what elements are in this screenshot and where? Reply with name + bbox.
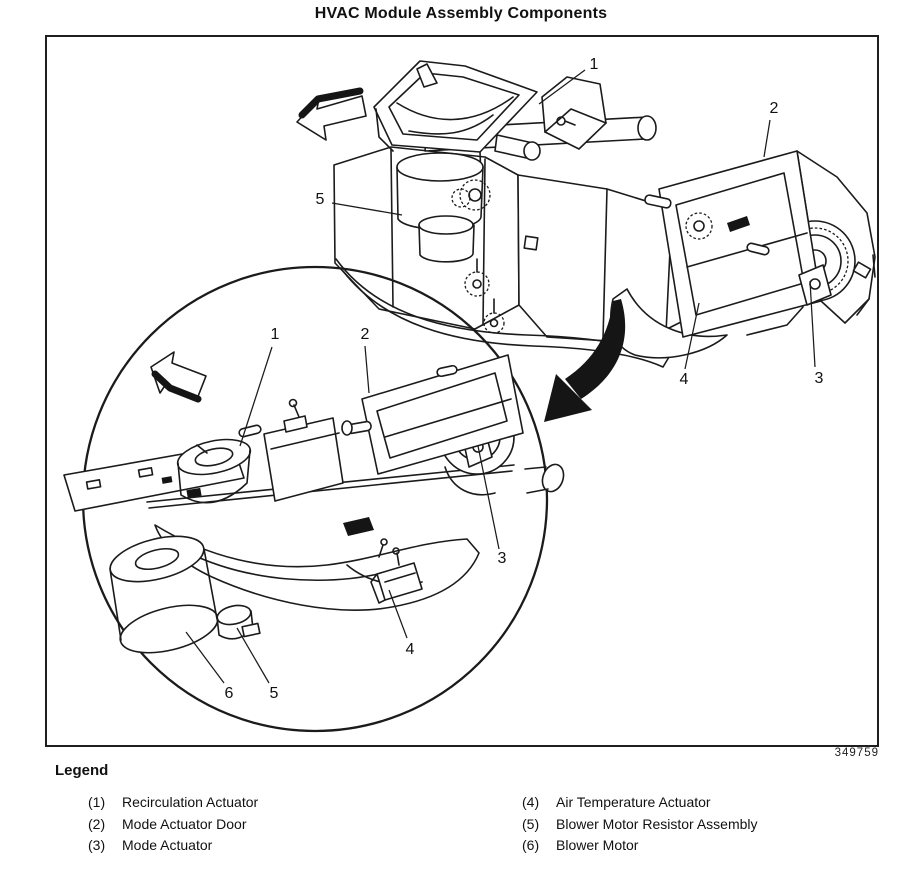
legend-item-number: (4) <box>522 794 540 810</box>
legend-item <box>88 792 258 814</box>
legend-item-number: (1) <box>88 794 106 810</box>
figure-number: 349759 <box>834 747 879 759</box>
callout-detail-6: 6 <box>224 685 234 702</box>
hvac-assembly-illustration <box>47 37 877 745</box>
figure-box <box>45 35 879 747</box>
legend-item-label: Mode Actuator Door <box>122 815 247 832</box>
page-title: HVAC Module Assembly Components <box>314 5 608 22</box>
legend-item <box>522 814 758 836</box>
legend-item <box>88 835 258 857</box>
legend-item-label: Mode Actuator <box>122 837 213 854</box>
callout-main-2: 2 <box>769 100 779 117</box>
legend-item <box>522 792 758 814</box>
legend-item-label: Blower Motor Resistor Assembly <box>556 815 758 832</box>
legend-item-number: (5) <box>522 815 540 832</box>
detail-view-drawing <box>64 267 567 731</box>
callout-detail-2: 2 <box>360 326 370 343</box>
legend-item-number: (2) <box>88 815 106 832</box>
legend-column-left <box>88 792 258 857</box>
direction-arrow-icon <box>297 91 366 140</box>
legend-item-number: (6) <box>522 837 540 854</box>
callout-main-3: 3 <box>814 370 824 387</box>
legend-item <box>522 835 758 857</box>
legend-item <box>88 814 258 836</box>
callout-detail-4: 4 <box>405 641 415 658</box>
callout-main-4: 4 <box>679 371 689 388</box>
callout-detail-5: 5 <box>269 685 279 702</box>
main-view-drawing <box>297 61 875 367</box>
legend-item-label: Recirculation Actuator <box>122 794 259 810</box>
callout-detail-1: 1 <box>270 326 280 343</box>
legend-column-right <box>522 792 758 857</box>
legend-item-label: Blower Motor <box>556 837 639 854</box>
direction-arrow-icon <box>151 352 206 399</box>
legend-item-number: (3) <box>88 837 106 854</box>
callout-main-1: 1 <box>589 56 599 73</box>
legend-item-label: Air Temperature Actuator <box>556 794 711 810</box>
legend-heading: Legend <box>55 762 109 779</box>
callout-detail-3: 3 <box>497 550 507 567</box>
callout-main-5: 5 <box>315 191 325 208</box>
